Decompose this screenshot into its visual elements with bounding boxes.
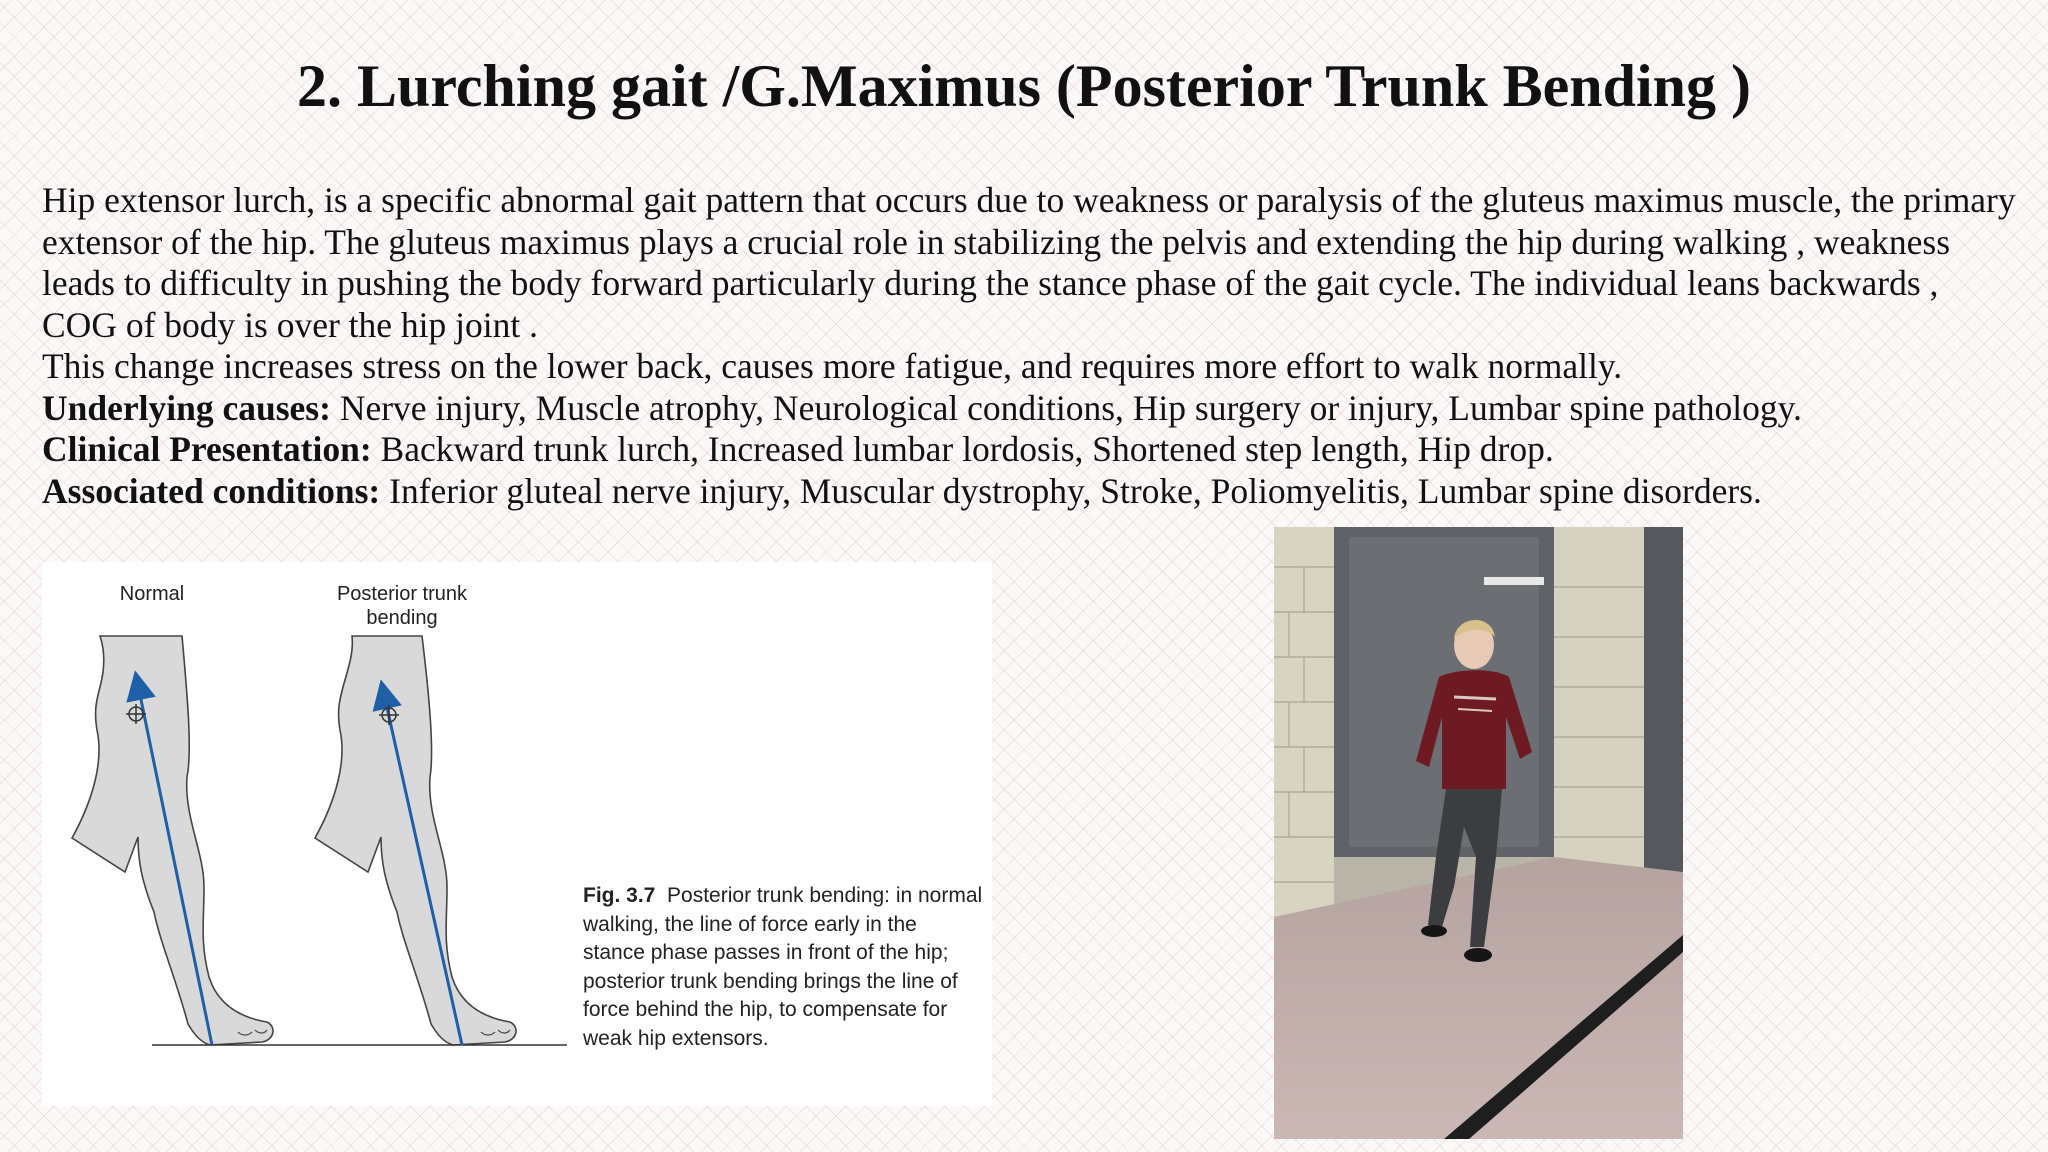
normal-leg bbox=[72, 636, 273, 1045]
slide-body bbox=[42, 180, 2022, 512]
walking-person-image bbox=[1274, 527, 1683, 1139]
caption-text: Posterior trunk bending: in normal walking, the line of force early in the stance phase passes in front of the hip; posterior trunk bending brings the line of force behind the hip, to compensate for weak hip extensors. bbox=[583, 884, 983, 1050]
caption-number: Fig. 3.7 bbox=[583, 884, 656, 907]
label-posterior-line2: bending bbox=[366, 607, 438, 629]
walking-photo bbox=[1274, 527, 1683, 1139]
conditions-label: Associated conditions: bbox=[42, 470, 381, 511]
clinical-presentation bbox=[42, 429, 2022, 471]
label-posterior-line1: Posterior trunk bbox=[336, 583, 468, 605]
definition-paragraph: Hip extensor lurch, is a specific abnormal gait pattern that occurs due to weakness or paralysis of the gluteus maximus muscle, the primary extensor of the hip. The gluteus maximus plays a crucial role in stabilizing the pelvis and extending the hip during walking , weakness leads to difficulty in pushing the body forward particularly during the stance phase of the gait cycle. The individual leans backwards , COG of body is over the hip joint . bbox=[42, 180, 2016, 345]
conditions-text: Inferior gluteal nerve injury, Muscular dystrophy, Stroke, Poliomyelitis, Lumbar spine disorders. bbox=[380, 470, 1762, 511]
underlying-causes bbox=[42, 388, 2022, 430]
presentation-text: Backward trunk lurch, Increased lumbar lordosis, Shortened step length, Hip drop. bbox=[371, 429, 1554, 469]
associated-conditions bbox=[42, 471, 2022, 513]
consequence-paragraph: This change increases stress on the lower back, causes more fatigue, and requires more effort to walk normally. bbox=[42, 346, 1623, 386]
figure-caption bbox=[583, 882, 983, 1053]
causes-label: Underlying causes: bbox=[42, 387, 331, 428]
label-normal: Normal bbox=[119, 583, 185, 605]
presentation-label: Clinical Presentation: bbox=[42, 429, 372, 469]
gait-figure bbox=[42, 562, 992, 1106]
slide-title: 2. Lurching gait /G.Maximus (Posterior Trunk Bending ) bbox=[296, 53, 1752, 119]
causes-text: Nerve injury, Muscle atrophy, Neurological conditions, Hip surgery or injury, Lumbar spine pathology. bbox=[330, 387, 1802, 428]
